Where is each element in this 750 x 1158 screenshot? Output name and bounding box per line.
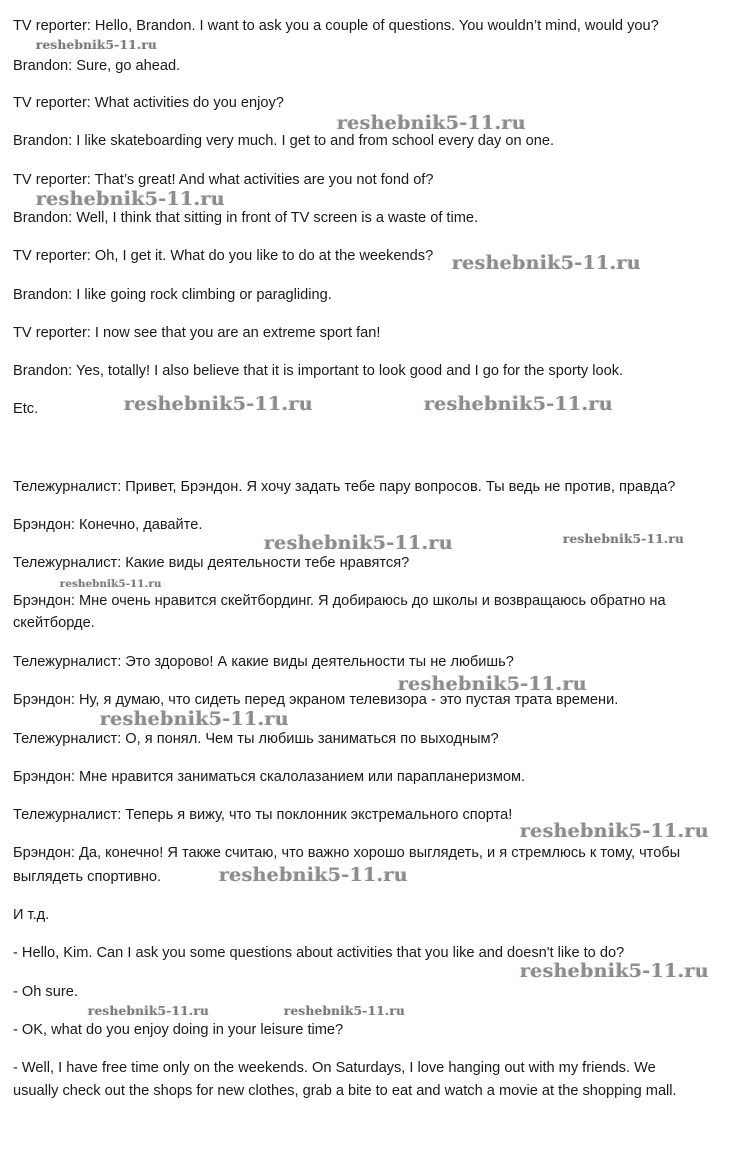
watermark: reshebnik5-11.ru: [100, 708, 289, 730]
watermark: reshebnik5-11.ru: [520, 960, 709, 982]
dialogue-line: TV reporter: Oh, I get it. What do you like to do at the weekends?: [13, 248, 434, 264]
watermark: reshebnik5-11.ru: [424, 393, 613, 415]
dialogue-line: Brandon: Sure, go ahead.: [13, 58, 181, 74]
dialogue-line: TV reporter: That’s great! And what activities are you not fond of?: [13, 172, 434, 188]
watermark: reshebnik5-11.ru: [36, 38, 158, 52]
dialogue-line: usually check out the shops for new clothes, grab a bite to eat and watch a movie at the shopping mall.: [13, 1083, 677, 1099]
dialogue-line: Brandon: Yes, totally! I also believe that it is important to look good and I go for the sporty look.: [13, 363, 624, 379]
etc-line: Etc.: [13, 401, 39, 417]
dialogue-line: скейтборде.: [13, 615, 95, 631]
watermark: reshebnik5-11.ru: [219, 864, 408, 886]
watermark: reshebnik5-11.ru: [284, 1004, 406, 1018]
dialogue-line: Brandon: Well, I think that sitting in front of TV screen is a waste of time.: [13, 210, 479, 226]
watermark: reshebnik5-11.ru: [60, 579, 162, 590]
watermark: reshebnik5-11.ru: [337, 112, 526, 134]
watermark: reshebnik5-11.ru: [36, 188, 225, 210]
dialogue-line: Тележурналист: Какие виды деятельности тебе нравятся?: [13, 555, 410, 571]
dialogue-line: TV reporter: What activities do you enjoy?: [13, 95, 284, 111]
dialogue-line: Брэндон: Ну, я думаю, что сидеть перед экраном телевизора - это пустая трата времени.: [13, 692, 619, 708]
dialogue-line: Brandon: I like skateboarding very much. I get to and from school every day on one.: [13, 133, 555, 149]
dialogue-line: Тележурналист: Это здорово! А какие виды деятельности ты не любишь?: [13, 654, 514, 670]
dialogue-line: Тележурналист: Теперь я вижу, что ты поклонник экстремального спорта!: [13, 807, 513, 823]
watermark: reshebnik5-11.ru: [520, 820, 709, 842]
dialogue-line: Brandon: I like going rock climbing or paragliding.: [13, 287, 332, 303]
dialogue-line: TV reporter: I now see that you are an extreme sport fan!: [13, 325, 381, 341]
watermark: reshebnik5-11.ru: [563, 532, 685, 546]
watermark: reshebnik5-11.ru: [398, 673, 587, 695]
dialogue-line: Брэндон: Мне нравится заниматься скалолазанием или парапланеризмом.: [13, 769, 526, 785]
dialogue-line: Брэндон: Да, конечно! Я также считаю, что важно хорошо выглядеть, и я стремлюсь к тому, чтобы: [13, 845, 681, 861]
watermark: reshebnik5-11.ru: [264, 532, 453, 554]
watermark: reshebnik5-11.ru: [88, 1004, 210, 1018]
watermark: reshebnik5-11.ru: [124, 393, 313, 415]
etc-line: И т.д.: [13, 907, 50, 923]
dialogue-line: TV reporter: Hello, Brandon. I want to ask you a couple of questions. You wouldn’t mind, would you?: [13, 18, 659, 34]
dialogue-line: - Oh sure.: [13, 984, 78, 1000]
dialogue-line: Тележурналист: Привет, Брэндон. Я хочу задать тебе пару вопросов. Ты ведь не против, правда?: [13, 479, 676, 495]
dialogue-line: - Hello, Kim. Can I ask you some questions about activities that you like and doesn't like to do?: [13, 945, 625, 961]
dialogue-line: - Well, I have free time only on the weekends. On Saturdays, I love hanging out with my friends. We: [13, 1060, 656, 1076]
dialogue-line: Тележурналист: О, я понял. Чем ты любишь заниматься по выходным?: [13, 731, 499, 747]
dialogue-line: Брэндон: Мне очень нравится скейтбординг. Я добираюсь до школы и возвращаюсь обратно на: [13, 593, 666, 609]
dialogue-line: выглядеть спортивно.: [13, 869, 162, 885]
watermark: reshebnik5-11.ru: [452, 252, 641, 274]
dialogue-line: - OK, what do you enjoy doing in your leisure time?: [13, 1022, 344, 1038]
dialogue-line: Брэндон: Конечно, давайте.: [13, 517, 203, 533]
